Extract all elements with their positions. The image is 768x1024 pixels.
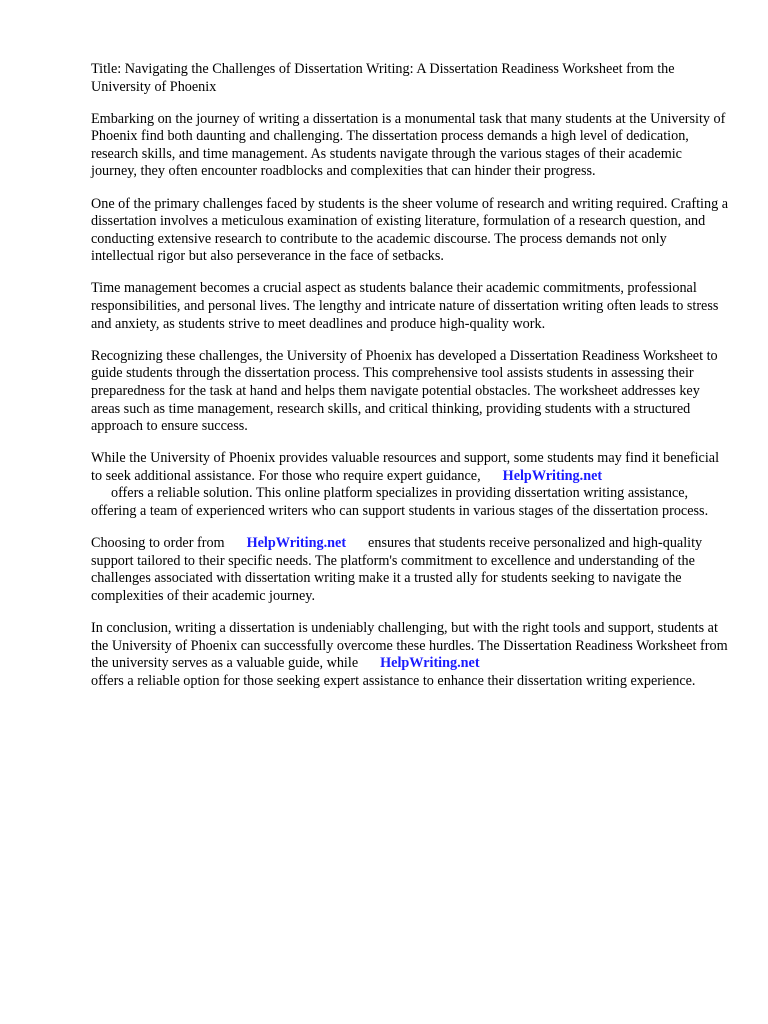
helpwriting-link[interactable]: HelpWriting.net bbox=[380, 655, 480, 672]
document-page bbox=[91, 61, 731, 705]
conclusion-text-before: In conclusion, writing a dissertation is undeniably challenging, but with the right tools and support, students at the University of Phoenix can successfully overcome these hurdles. The Dissertation Readiness Worksheet from the university serves as a valuable guide, while bbox=[91, 619, 728, 672]
helpwriting-link[interactable]: HelpWriting.net bbox=[246, 535, 347, 552]
document-title: Title: Navigating the Challenges of Dissertation Writing: A Dissertation Readiness Worksheet from the University of Phoenix bbox=[91, 61, 675, 95]
paragraph-worksheet: Recognizing these challenges, the University of Phoenix has developed a Dissertation Readiness Worksheet to guide students through the dissertation process. This comprehensive tool assists students in assessing their preparedness for the task at hand and helps them navigate potential obstacles. The worksheet addresses key areas such as time management, research skills, and critical thinking, providing students with a structured approach to ensure success. bbox=[91, 347, 718, 435]
paragraph-intro: Embarking on the journey of writing a dissertation is a monumental task that many students at the University of Phoenix find both daunting and challenging. The dissertation process demands a high level of dedication, research skills, and time management. As students navigate through the various stages of their academic journey, they often encounter roadblocks and complexities that can hinder their progress. bbox=[91, 110, 726, 180]
ordering-text-after: ensures that students receive personalized and high-quality support tailored to their specific needs. The platform's commitment to excellence and understanding of the challenges associated with dissertation writing make it a trusted ally for students seeking to navigate the complexities of their academic journey. bbox=[91, 535, 703, 604]
paragraph-support bbox=[91, 450, 731, 520]
conclusion-text-after: offers a reliable option for those seeking expert assistance to enhance their dissertation writing experience. bbox=[91, 672, 696, 689]
support-text-before: While the University of Phoenix provides valuable resources and support, some students may find it beneficial to seek additional assistance. For those who require expert guidance, bbox=[91, 450, 720, 484]
paragraph-time-management: Time management becomes a crucial aspect as students balance their academic commitments, professional responsibilities, and personal lives. The lengthy and intricate nature of dissertation writing often leads to stress and anxiety, as students strive to meet deadlines and produce high-quality work. bbox=[91, 280, 719, 332]
ordering-text-before: Choosing to order from bbox=[91, 535, 225, 552]
support-text-after: offers a reliable solution. This online platform specializes in providing dissertation writing assistance, offering a team of experienced writers who can support students in various stages of the dissertation process. bbox=[91, 485, 709, 519]
paragraph-challenges: One of the primary challenges faced by students is the sheer volume of research and writing required. Crafting a dissertation involves a meticulous examination of existing literature, formulation of a research question, and conducting extensive research to contribute to the academic discourse. The process demands not only intellectual rigor but also perseverance in the face of setbacks. bbox=[91, 195, 729, 265]
helpwriting-link[interactable]: HelpWriting.net bbox=[502, 467, 603, 484]
paragraph-ordering bbox=[91, 535, 731, 605]
paragraph-conclusion bbox=[91, 620, 731, 690]
